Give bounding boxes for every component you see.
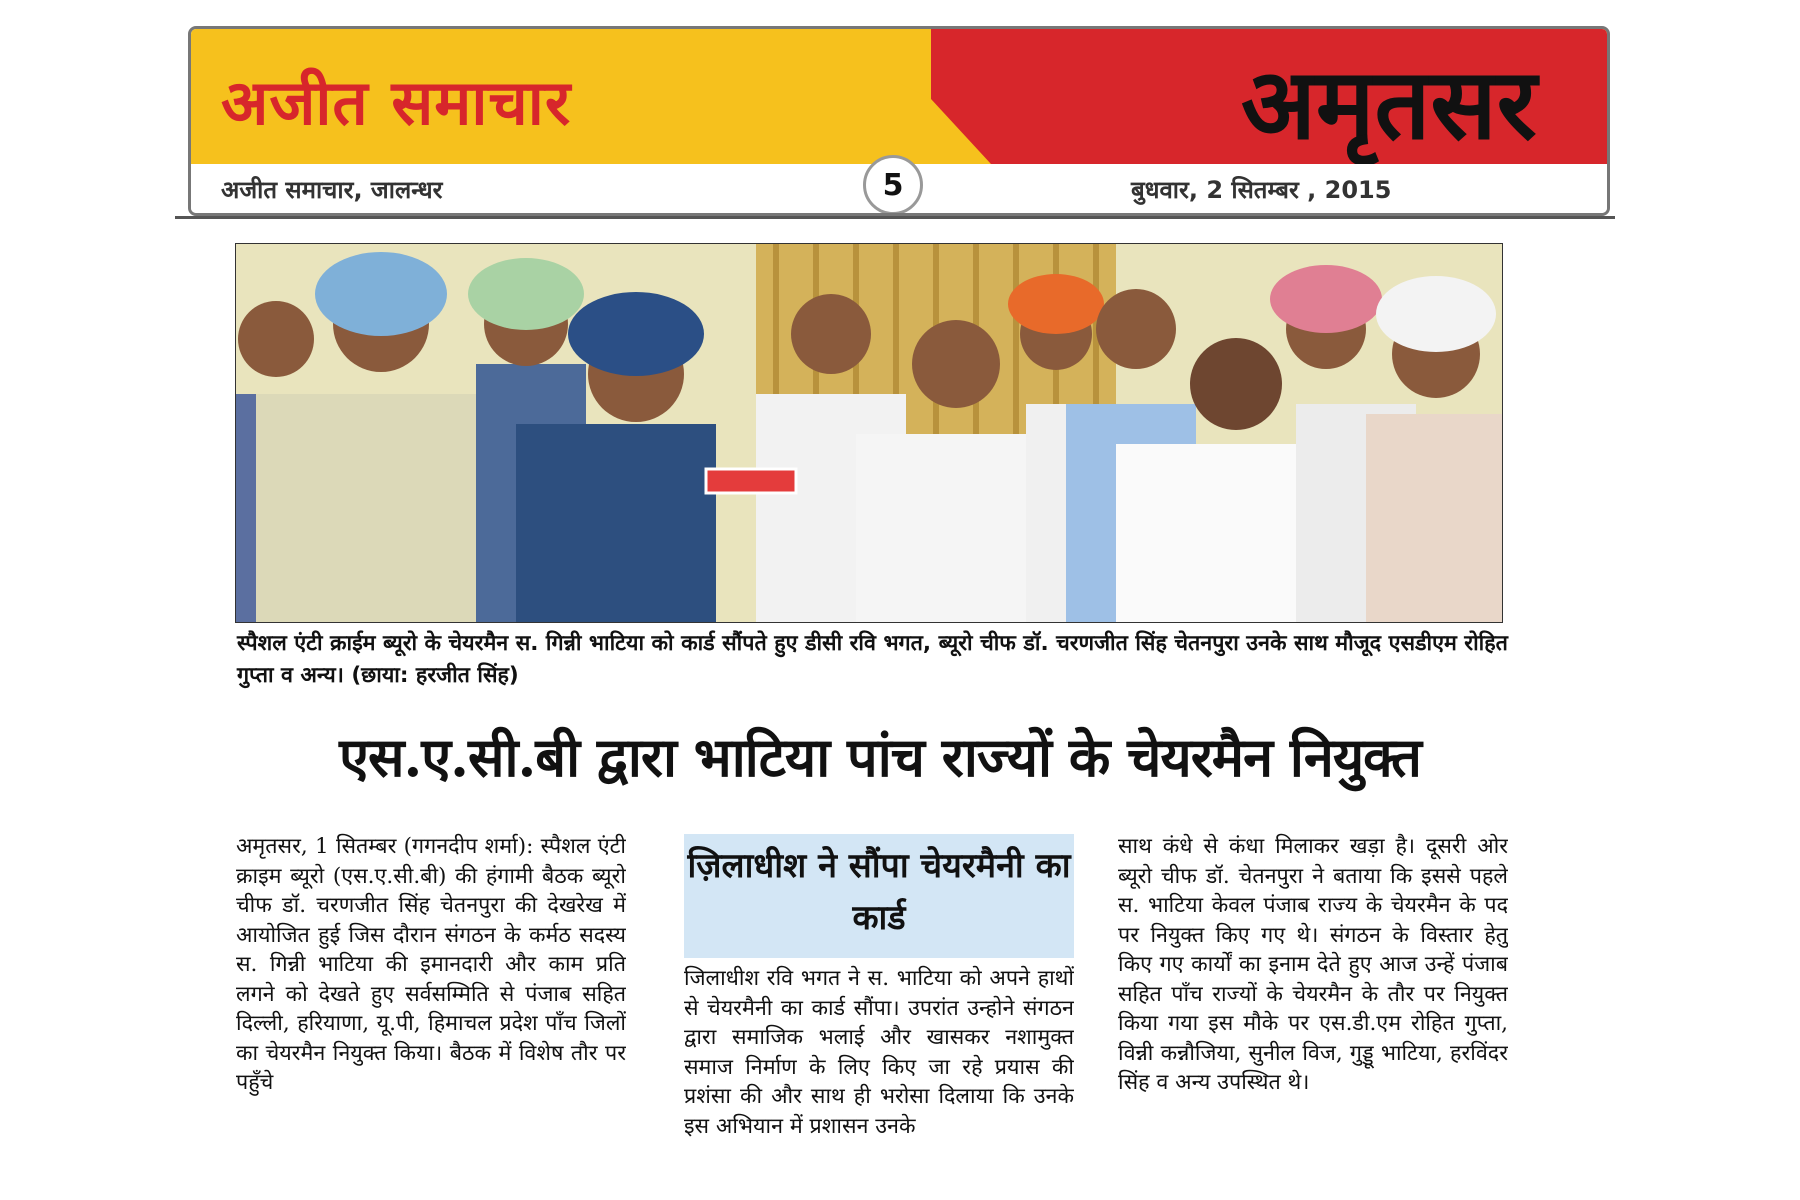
paper-name: अजीत समाचार	[221, 66, 572, 139]
column-2-text: जिलाधीश रवि भगत ने स. भाटिया को अपने हाथों से चेयरमैनी का कार्ड सौंपा। उपरांत उन्होने संगठन द्वारा समाजिक भलाई और खासकर नशामुक्त समाज निर्माण के लिए किए जा रहे प्रयास की प्रशंसा की और साथ ही भरोसा दिलाया कि उनके इस अभियान में प्रशासन उनके	[684, 966, 1074, 1139]
group-photo-illustration	[236, 244, 1502, 622]
article-headline: एस.ए.सी.बी द्वारा भाटिया पांच राज्यों के चेयरमैन नियुक्त	[339, 725, 1421, 789]
masthead-rule	[175, 216, 1615, 219]
article-column-3	[1118, 832, 1508, 1192]
page-number-badge: 5	[863, 155, 923, 215]
issue-date: बुधवार, 2 सितम्बर , 2015	[1131, 176, 1392, 204]
article-subhead-box: ज़िलाधीश ने सौंपा चेयरमैनी का कार्ड	[684, 834, 1074, 958]
newspaper-masthead	[188, 26, 1610, 216]
photo-caption: स्पैशल एंटी क्राईम ब्यूरो के चेयरमैन स. गिन्नी भाटिया को कार्ड सौंपते हुए डीसी रवि भगत, ब्यूरो चीफ डॉ. चरणजीत सिंह चेतनपुरा उनके साथ मौजूद एसडीएम रोहित गुप्ता व अन्य। (छाया: हरजीत सिंह)	[237, 631, 1508, 688]
city-name: अमृतसर	[1241, 47, 1537, 162]
article-column-2	[684, 964, 1074, 1192]
column-1-text: अमृतसर, 1 सितम्बर (गगनदीप शर्मा): स्पैशल एंटी क्राइम ब्यूरो (एस.ए.सी.बी) की हंगामी बैठक ब्यूरो चीफ डॉ. चरणजीत सिंह चेतनपुरा की देखरेख में आयोजित हुई जिस दौरान संगठन के कर्मठ सदस्य स. गिन्नी भाटिया की इमानदारी और काम प्रति लगने को देखते हुए सर्वसम्मिति से पंजाब सहित दिल्ली, हरियाणा, यू.पी, हिमाचल प्रदेश पाँच जिलों का चेयरमैन नियुक्त किया। बैठक में विशेष तौर पर पहुँचे	[236, 834, 626, 1095]
article-column-1	[236, 832, 626, 1192]
edition-label: अजीत समाचार, जालन्धर	[221, 176, 443, 204]
news-photo	[235, 243, 1503, 623]
column-3-text: साथ कंधे से कंधा मिलाकर खड़ा है। दूसरी ओर ब्यूरो चीफ डॉ. चेतनपुरा ने बताया कि इससे पहले स. भाटिया केवल पंजाब राज्य के चेयरमैन के पद पर नियुक्त किए गए थे। संगठन के विस्तार हेतु किए गए कार्यों का इनाम देते हुए आज उन्हें पंजाब सहित पाँच राज्यों के चेयरमैन के तौर पर नियुक्त किया गया इस मौके पर एस.डी.एम रोहित गुप्ता, विन्नी कन्नौजिया, सुनील विज, गुड्डू भाटिया, हरविंदर सिंह व अन्य उपस्थित थे।	[1118, 834, 1508, 1095]
